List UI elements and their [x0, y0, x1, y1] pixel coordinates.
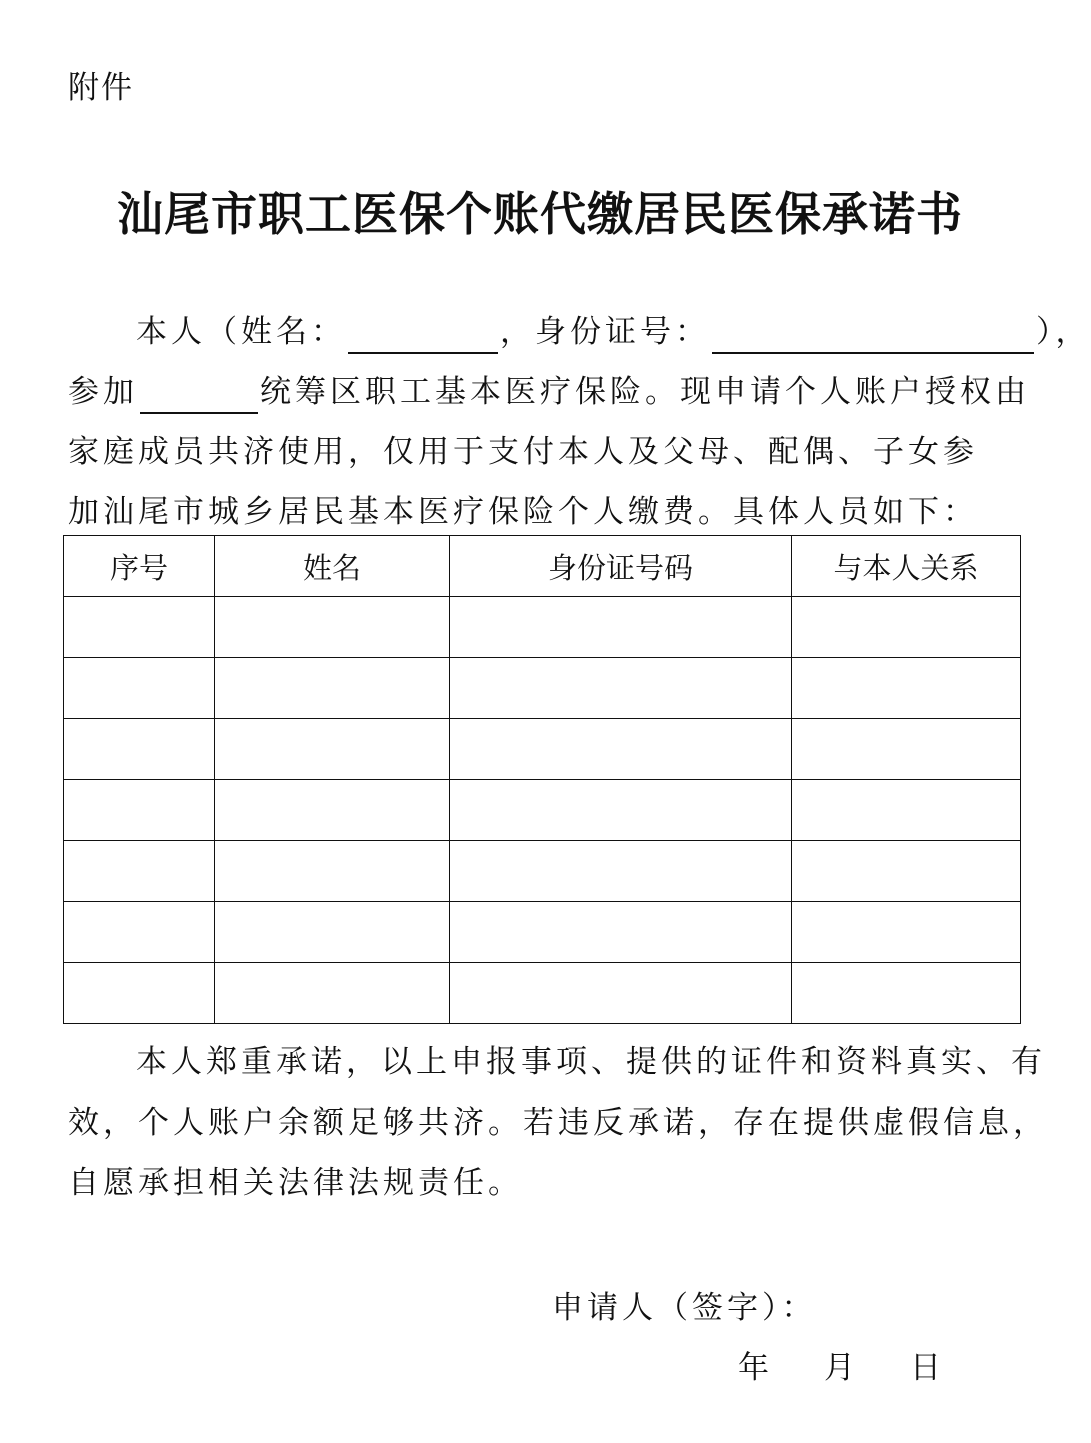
cell-id-number[interactable] — [450, 841, 792, 902]
signature-label: 申请人（签字）： — [552, 1290, 817, 1326]
table-row — [64, 963, 1021, 1024]
intro-id-label: ，身份证号： — [500, 314, 710, 350]
id-number-blank[interactable] — [712, 318, 1034, 354]
cell-id-number[interactable] — [450, 719, 792, 780]
table-row — [64, 780, 1021, 841]
table-row — [64, 902, 1021, 963]
cell-id-number[interactable] — [450, 963, 792, 1024]
table-row — [64, 841, 1021, 902]
page-title: 汕尾市职工医保个账代缴居民医保承诺书 — [117, 187, 963, 241]
pledge-line-1: 本人郑重承诺，以上申报事项、提供的证件和资料真实、有 — [136, 1044, 1046, 1080]
date-year: 年 — [738, 1350, 769, 1386]
intro-line-3: 家庭成员共济使用，仅用于支付本人及父母、配偶、子女参 — [68, 434, 978, 470]
cell-relationship[interactable] — [792, 780, 1021, 841]
cell-relationship[interactable] — [792, 963, 1021, 1024]
cell-name[interactable] — [215, 963, 450, 1024]
date-day: 日 — [910, 1350, 941, 1386]
cell-index[interactable] — [64, 658, 215, 719]
cell-index[interactable] — [64, 963, 215, 1024]
intro-name-label: 本人（姓名： — [136, 314, 346, 350]
cell-relationship[interactable] — [792, 841, 1021, 902]
table-row — [64, 658, 1021, 719]
col-header-id-number: 身份证号码 — [450, 536, 792, 597]
cell-name[interactable] — [215, 719, 450, 780]
cell-relationship[interactable] — [792, 719, 1021, 780]
date-month: 月 — [824, 1350, 855, 1386]
table-header-row — [64, 536, 1021, 597]
cell-index[interactable] — [64, 719, 215, 780]
name-blank[interactable] — [348, 318, 498, 354]
col-header-index: 序号 — [64, 536, 215, 597]
cell-relationship[interactable] — [792, 658, 1021, 719]
col-header-name: 姓名 — [215, 536, 450, 597]
cell-id-number[interactable] — [450, 597, 792, 658]
cell-index[interactable] — [64, 902, 215, 963]
cell-index[interactable] — [64, 780, 215, 841]
cell-name[interactable] — [215, 902, 450, 963]
cell-name[interactable] — [215, 597, 450, 658]
intro-line-4: 加汕尾市城乡居民基本医疗保险个人缴费。具体人员如下： — [68, 494, 978, 530]
cell-id-number[interactable] — [450, 902, 792, 963]
cell-index[interactable] — [64, 841, 215, 902]
cell-name[interactable] — [215, 780, 450, 841]
table-row — [64, 597, 1021, 658]
cell-name[interactable] — [215, 841, 450, 902]
pledge-line-3: 自愿承担相关法律法规责任。 — [68, 1165, 523, 1201]
col-header-relationship: 与本人关系 — [792, 536, 1021, 597]
cell-relationship[interactable] — [792, 597, 1021, 658]
intro-line-1 — [136, 310, 1091, 354]
table-row — [64, 719, 1021, 780]
family-members-table — [63, 535, 1021, 1024]
intro-line2-prefix: 参加 — [68, 374, 138, 410]
pledge-line-2: 效，个人账户余额足够共济。若违反承诺，存在提供虚假信息， — [68, 1105, 1048, 1141]
intro-line1-suffix: ）， — [1036, 314, 1091, 350]
cell-name[interactable] — [215, 658, 450, 719]
table-body — [64, 597, 1021, 1024]
attachment-label: 附件 — [68, 70, 134, 106]
intro-line2-suffix: 统筹区职工基本医疗保险。现申请个人账户授权由 — [260, 374, 1030, 410]
cell-relationship[interactable] — [792, 902, 1021, 963]
region-blank[interactable] — [140, 378, 258, 414]
cell-index[interactable] — [64, 597, 215, 658]
cell-id-number[interactable] — [450, 658, 792, 719]
cell-id-number[interactable] — [450, 780, 792, 841]
intro-line-2 — [68, 370, 1030, 414]
